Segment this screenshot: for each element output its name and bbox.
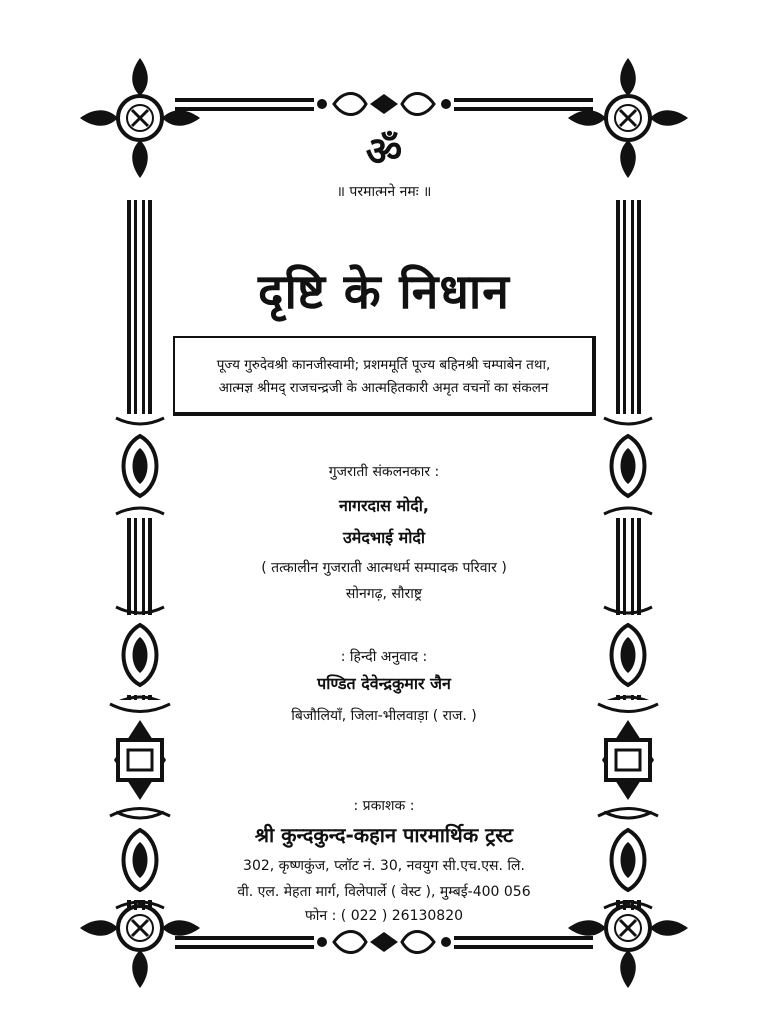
publisher-address-1: 302, कृष्णकुंज, प्लॉट नं. 30, नवयुग सी.एच.एस. लि.: [243, 858, 525, 874]
translator-label: : हिन्दी अनुवाद :: [340, 649, 428, 665]
om-symbol: ॐ: [365, 129, 403, 175]
publisher-phone: फोन : ( 022 ) 26130820: [304, 908, 464, 924]
compilers-label: गुजराती संकलनकार :: [328, 464, 440, 480]
translator-name: पण्डित देवेन्द्रकुमार जैन: [317, 674, 451, 693]
publisher-address-2: वी. एल. मेहता मार्ग, विलेपार्ले ( वेस्ट ), मुम्बई-400 056: [237, 884, 531, 900]
compiler-name-2: उमेदभाई मोदी: [342, 528, 425, 547]
compiler-name-1: नागरदास मोदी,: [338, 496, 430, 515]
publisher-label: : प्रकाशक :: [353, 798, 415, 814]
translator-place: बिजौलियाँ, जिला-भीलवाड़ा ( राज. ): [291, 708, 477, 724]
publisher-name: श्री कुन्दकुन्द-कहान पारमार्थिक ट्रस्ट: [254, 823, 514, 847]
subtitle-box: [173, 336, 596, 416]
compilers-note: ( तत्कालीन गुजराती आत्मधर्म सम्पादक परिवार ): [261, 560, 507, 576]
invocation: ॥ परमात्मने नमः ॥: [336, 184, 432, 200]
compilers-place: सोनगढ़, सौराष्ट्र: [345, 586, 423, 602]
subtitle-line-2: आत्मज्ञ श्रीमद् राजचन्द्रजी के आत्महितकारी अमृत वचनों का संकलन: [218, 379, 549, 396]
book-title: दृष्टि के निधान: [258, 264, 510, 320]
subtitle-line-1: पूज्य गुरुदेवश्री कानजीस्वामी; प्रशममूर्ति पूज्य बहिनश्री चम्पाबेन तथा,: [216, 356, 551, 373]
